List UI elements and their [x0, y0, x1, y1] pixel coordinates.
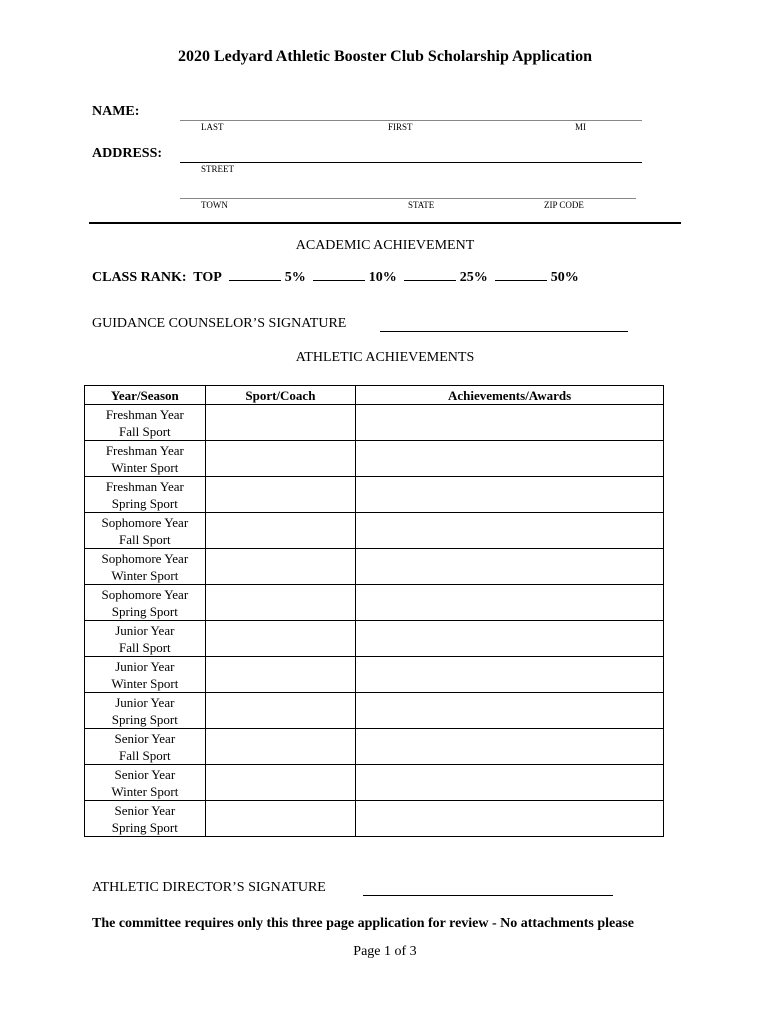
table-row: [85, 657, 664, 693]
sport-coach-cell[interactable]: [205, 657, 355, 693]
year-text: Junior Year: [115, 658, 175, 674]
year-season-cell: [85, 513, 206, 549]
name-first-caption: FIRST: [388, 122, 413, 132]
year-season-cell: [85, 621, 206, 657]
year-text: Junior Year: [115, 694, 175, 710]
year-season-cell: [85, 765, 206, 801]
season-text: Winter Sport: [111, 675, 179, 691]
rank-blank-25[interactable]: [404, 268, 456, 281]
achievements-cell[interactable]: [356, 441, 664, 477]
sport-coach-cell[interactable]: [205, 585, 355, 621]
address-label: ADDRESS:: [92, 146, 163, 161]
achievements-cell[interactable]: [356, 801, 664, 837]
name-mi-caption: MI: [575, 122, 586, 132]
year-text: Sophomore Year: [101, 550, 189, 566]
guidance-signature-label: GUIDANCE COUNSELOR’S SIGNATURE: [92, 316, 347, 331]
achievements-cell[interactable]: [356, 405, 664, 441]
sport-coach-cell[interactable]: [205, 693, 355, 729]
page-title: 2020 Ledyard Athletic Booster Club Scholarship Application: [178, 48, 592, 65]
state-caption: STATE: [408, 200, 435, 210]
class-rank-row: [92, 268, 579, 286]
season-text: Spring Sport: [111, 819, 178, 835]
season-text: Winter Sport: [111, 783, 179, 799]
year-season-cell: [85, 441, 206, 477]
sport-coach-cell[interactable]: [205, 549, 355, 585]
town-caption: TOWN: [201, 200, 228, 210]
table-row: [85, 765, 664, 801]
athletic-table: [84, 385, 664, 837]
sport-coach-cell[interactable]: [205, 801, 355, 837]
page-number: Page 1 of 3: [353, 944, 417, 959]
name-label: NAME:: [92, 104, 140, 119]
sport-coach-cell[interactable]: [205, 441, 355, 477]
table-row: [85, 477, 664, 513]
season-text: Winter Sport: [111, 459, 179, 475]
top-label: TOP: [193, 270, 222, 285]
season-text: Spring Sport: [111, 495, 178, 511]
year-season-cell: [85, 801, 206, 837]
table-row: [85, 513, 664, 549]
rank-blank-50[interactable]: [495, 268, 547, 281]
achievements-cell[interactable]: [356, 657, 664, 693]
year-text: Senior Year: [114, 730, 176, 746]
sport-coach-cell[interactable]: [205, 729, 355, 765]
rank-option-5: 5%: [284, 270, 306, 285]
year-season-cell: [85, 657, 206, 693]
rank-option-50: 50%: [550, 270, 579, 285]
achievements-cell[interactable]: [356, 765, 664, 801]
sport-coach-cell[interactable]: [205, 765, 355, 801]
achievements-cell[interactable]: [356, 549, 664, 585]
rank-blank-5[interactable]: [229, 268, 281, 281]
season-text: Fall Sport: [119, 747, 171, 763]
season-text: Fall Sport: [119, 531, 171, 547]
table-row: [85, 693, 664, 729]
table-row: [85, 621, 664, 657]
table-row: [85, 405, 664, 441]
table-row: [85, 729, 664, 765]
table-row: [85, 441, 664, 477]
sport-coach-cell[interactable]: [205, 513, 355, 549]
town-state-zip-field[interactable]: [180, 184, 636, 199]
sport-coach-cell[interactable]: [205, 477, 355, 513]
year-text: Freshman Year: [105, 442, 184, 458]
col-achievements: Achievements/Awards: [356, 386, 664, 405]
name-field[interactable]: [180, 106, 642, 121]
year-text: Freshman Year: [105, 478, 184, 494]
season-text: Spring Sport: [111, 603, 178, 619]
section-divider: [89, 222, 681, 224]
col-sport-coach: Sport/Coach: [205, 386, 355, 405]
achievements-cell[interactable]: [356, 693, 664, 729]
rank-blank-10[interactable]: [313, 268, 365, 281]
achievements-cell[interactable]: [356, 513, 664, 549]
table-header-row: [85, 386, 664, 405]
year-season-cell: [85, 729, 206, 765]
year-season-cell: [85, 549, 206, 585]
year-season-cell: [85, 585, 206, 621]
director-signature-label: ATHLETIC DIRECTOR’S SIGNATURE: [92, 880, 326, 895]
street-caption: STREET: [201, 164, 234, 174]
table-row: [85, 801, 664, 837]
year-text: Junior Year: [115, 622, 175, 638]
season-text: Fall Sport: [119, 423, 171, 439]
zip-caption: ZIP CODE: [544, 200, 584, 210]
committee-note: The committee requires only this three page application for review - No attachments please: [92, 916, 634, 931]
season-text: Winter Sport: [111, 567, 179, 583]
col-year-season: Year/Season: [85, 386, 206, 405]
season-text: Spring Sport: [111, 711, 178, 727]
sport-coach-cell[interactable]: [205, 405, 355, 441]
year-text: Sophomore Year: [101, 514, 189, 530]
director-signature-field[interactable]: [363, 880, 613, 896]
table-row: [85, 549, 664, 585]
year-text: Sophomore Year: [101, 586, 189, 602]
table-row: [85, 585, 664, 621]
year-season-cell: [85, 477, 206, 513]
achievements-cell[interactable]: [356, 729, 664, 765]
year-text: Senior Year: [114, 802, 176, 818]
guidance-signature-field[interactable]: [380, 316, 628, 332]
year-text: Senior Year: [114, 766, 176, 782]
season-text: Fall Sport: [119, 639, 171, 655]
rank-option-25: 25%: [459, 270, 488, 285]
year-text: Freshman Year: [105, 406, 184, 422]
achievements-cell[interactable]: [356, 621, 664, 657]
year-season-cell: [85, 693, 206, 729]
name-last-caption: LAST: [201, 122, 224, 132]
rank-option-10: 10%: [368, 270, 397, 285]
year-season-cell: [85, 405, 206, 441]
athletic-heading: ATHLETIC ACHIEVEMENTS: [295, 350, 475, 365]
academic-heading: ACADEMIC ACHIEVEMENT: [295, 238, 475, 253]
achievements-cell[interactable]: [356, 477, 664, 513]
street-field[interactable]: [180, 148, 642, 163]
class-rank-label: CLASS RANK:: [92, 270, 187, 285]
sport-coach-cell[interactable]: [205, 621, 355, 657]
achievements-cell[interactable]: [356, 585, 664, 621]
